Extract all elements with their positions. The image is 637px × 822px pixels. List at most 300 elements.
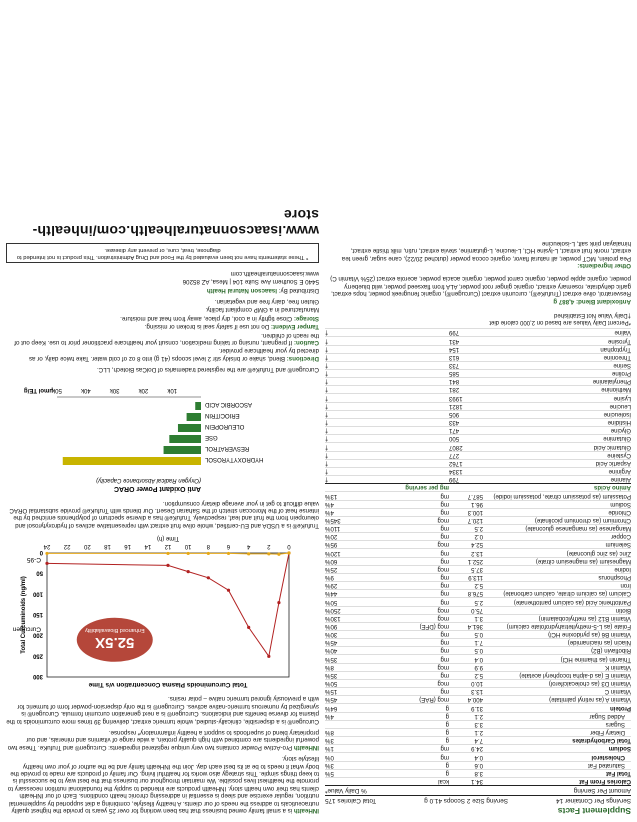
amino-unit xyxy=(401,411,449,418)
data-point xyxy=(187,552,190,555)
amino-dv: † xyxy=(325,362,329,370)
nutrient-dv: 20% xyxy=(325,533,338,541)
amino-dv: † xyxy=(325,378,329,386)
amino-unit xyxy=(401,435,449,442)
nutrient-name: Sodium xyxy=(608,745,631,753)
data-point xyxy=(247,552,250,555)
nutrient-amount: 13.2 xyxy=(471,549,483,557)
amino-name: Aspartic Acid xyxy=(595,459,631,467)
nutrient-name: Calories From Fat xyxy=(579,778,631,785)
amino-name: Threonine xyxy=(603,353,631,361)
data-point xyxy=(287,551,290,554)
amino-dv: † xyxy=(325,410,329,418)
nutrient-name: Zinc (as zinc gluconate) xyxy=(566,549,631,557)
amino-dv: † xyxy=(325,337,329,345)
amino-amount: 1334 xyxy=(449,468,463,476)
nutrient-amount: 587.7 xyxy=(467,492,483,500)
nutrient-amount: 75.0 xyxy=(471,606,483,614)
amino-amount: 431 xyxy=(449,337,460,345)
facts-row xyxy=(325,581,631,589)
nutrient-dv: 4% xyxy=(325,508,334,516)
amino-dv: † xyxy=(325,419,329,427)
nutrient-amount: 13.3 xyxy=(471,688,483,696)
nutrient-unit: g xyxy=(445,729,449,737)
data-point xyxy=(267,552,270,555)
curcuminoid-line-chart xyxy=(12,531,319,691)
nutrient-unit: mg xyxy=(440,574,449,582)
facts-row xyxy=(325,638,631,646)
nutrient-dv: 13% xyxy=(325,492,338,500)
nutrient-amount: 9.9 xyxy=(474,663,483,671)
amino-row xyxy=(325,353,631,361)
nutrient-name: Sodium xyxy=(610,500,631,508)
facts-row xyxy=(325,589,631,597)
nutrient-unit: mg xyxy=(440,655,449,663)
dv-header: % Daily Value* xyxy=(325,787,367,794)
nutrient-amount: 2.5 xyxy=(474,525,483,533)
nutrient-name: Dietary Fiber xyxy=(590,729,625,737)
facts-row xyxy=(325,720,631,728)
amino-dv: † xyxy=(325,476,329,484)
nutrient-unit: mg xyxy=(440,745,449,753)
amino-amount: 841 xyxy=(449,378,460,386)
nutrient-name: Chloride xyxy=(608,508,631,516)
supplement-facts-panel xyxy=(325,0,631,822)
data-point xyxy=(166,564,169,567)
x-tick-label: 24 xyxy=(43,542,51,549)
x-tick-label: 4 xyxy=(246,542,251,549)
nutrient-name: Vitamin B6 (as pyridoxine HCl) xyxy=(548,631,631,639)
nutrient-name: Phosphorus xyxy=(598,574,631,582)
facts-row xyxy=(325,712,631,720)
amino-name: Isoleucine xyxy=(603,410,631,418)
nutrient-unit: mcg xyxy=(437,680,449,688)
nutrient-dv: 110% xyxy=(325,525,341,533)
amino-dv: † xyxy=(325,443,329,451)
footnote-dv: *Percent Daily Values are based on 2,000 calorie diet xyxy=(489,319,631,326)
x-tick-label: 16 xyxy=(124,542,132,549)
amino-unit xyxy=(401,452,449,459)
nutrient-unit: g xyxy=(445,737,449,745)
nutrient-dv: 25% xyxy=(325,565,338,573)
amino-dv: † xyxy=(325,386,329,394)
amino-unit xyxy=(401,370,449,377)
nutrient-amount: 10.0 xyxy=(471,680,483,688)
amino-dv: † xyxy=(325,435,329,443)
nutrient-amount: 0.4 xyxy=(474,655,483,663)
amino-row xyxy=(325,394,631,402)
nutrient-unit: mcg xyxy=(437,565,449,573)
facts-row xyxy=(325,565,631,573)
nutrient-dv: 0% xyxy=(325,753,334,761)
orac-tick: 20k xyxy=(138,387,149,394)
nutrient-dv: 120% xyxy=(325,549,341,557)
amino-name: Valine xyxy=(614,329,631,337)
amino-unit xyxy=(401,468,449,475)
nutrient-dv: 40% xyxy=(325,647,338,655)
nutrient-unit: mg xyxy=(440,533,449,541)
nutrient-amount: 31.9 xyxy=(471,704,483,712)
nutrient-unit: mg xyxy=(440,557,449,565)
nutrient-amount: 2.1 xyxy=(474,712,483,720)
servings-label: Servings Per Container 14 xyxy=(556,797,631,804)
facts-row xyxy=(325,557,631,565)
facts-row xyxy=(325,540,631,548)
nutrient-name: Thiamin (as thiamine HCl) xyxy=(560,655,631,663)
amino-dv: † xyxy=(325,427,329,435)
trufuke-paragraph: TrufuKe® is a USDA and EU-certified, whole olive fruit extract with representative actives of hydroxytyrosol and oleuropein from the fruit and leaf, respectively. TrufuKe® has a diverse spectrum of polyphenols enriched by the intense heat of the Moroccan stretch of the Saharan Desert. Our blends with TrufuKe® provide substantial ORAC value difficult to get in your average dietary consumption. xyxy=(9,499,319,529)
amino-name: Glycine xyxy=(610,427,631,435)
nutrient-name: Pantothenic Acid (as calcium pantothenate) xyxy=(513,598,631,606)
facts-row xyxy=(325,508,631,516)
amino-unit xyxy=(401,378,449,385)
orac-subtitle: (Oxygen Radical Absorbance Capacity) xyxy=(96,477,201,484)
nutrient-dv: 345% xyxy=(325,517,341,524)
amino-amount: 2807 xyxy=(449,443,463,451)
facts-row xyxy=(325,752,631,760)
gmp-note: Manufactured in a GMP compliant facility. xyxy=(205,306,319,314)
footnote-dagger: †Daily Value Not Established xyxy=(554,311,631,318)
orac-tick: 30k xyxy=(109,387,120,394)
facts-row xyxy=(325,687,631,695)
product-paragraph: INHealth Pro-Active Powder contains two very unique registered ingredients: Curcugen® and TrufuKe. These two powerful ingredients are combined with high quality protein, a wide range of vitamins and minerals, and our proprietary blend of superfoods to support a healthy inflammatory* response. xyxy=(7,728,319,751)
amino-amount: 277 xyxy=(449,451,460,459)
orac-tick: 50k xyxy=(52,387,62,394)
antioxidant-blend: Antioxidant Blend: 4,887 g Resveratrol, olive extract (TrufuKe®), curcumin extract (Curcugen®), organic fenugreek powder, hops extract, garlic dehydrate, rosemary extract, organic ginger root powder, ALA from flaxseed powder, wild blueberry powder, organic apple powder, organic carrot powder, organic acacia powder, acerola extract (25% Vitamin C) xyxy=(330,275,631,305)
nutrient-unit: mg xyxy=(440,500,449,508)
amino-unit xyxy=(401,337,449,344)
nutrient-dv: 4% xyxy=(325,500,334,508)
nutrient-name: Vitamin D3 (as cholecalciferol) xyxy=(548,680,631,688)
serving-size: Serving Size 2 Scoops 41.0 g xyxy=(424,797,509,804)
facts-row xyxy=(325,777,631,785)
address: 5440 E Southern Ave Suite 104 | Mesa, AZ 85206 xyxy=(182,278,319,286)
amino-row xyxy=(325,345,631,353)
y-tick-label: 50 xyxy=(36,569,43,576)
amino-row xyxy=(325,434,631,442)
amino-row xyxy=(325,385,631,393)
amino-rows xyxy=(325,328,631,483)
y-tick-label: 150 xyxy=(32,610,43,617)
nutrient-amount: 7.1 xyxy=(474,639,483,647)
amino-name: Tyrosine xyxy=(607,337,631,345)
amino-amount: 1993 xyxy=(449,394,463,402)
amino-row xyxy=(325,377,631,385)
orac-bar xyxy=(169,435,201,443)
facts-row xyxy=(325,646,631,654)
badge-big-text: 52.5X xyxy=(95,633,135,651)
nutrient-dv: 45% xyxy=(325,639,338,647)
amino-name: Histidine xyxy=(607,419,631,427)
nutrient-name: Total Carbohydrates xyxy=(572,737,631,745)
data-point xyxy=(207,576,210,579)
nutrient-name: Chromium (as chromium picolinate) xyxy=(534,517,631,524)
nutrient-dv: 1% xyxy=(325,745,334,753)
nutrient-dv: 5% xyxy=(325,769,334,777)
facts-row xyxy=(325,736,631,744)
amino-unit xyxy=(401,419,449,426)
nutrient-dv: 50% xyxy=(325,598,338,606)
orac-bar xyxy=(63,457,201,465)
nutrient-amount: 2.1 xyxy=(474,729,483,737)
nutrient-name: Sugars xyxy=(605,720,625,728)
facts-row xyxy=(325,655,631,663)
amino-unit xyxy=(401,443,449,450)
orac-bar xyxy=(178,424,201,432)
facts-row xyxy=(325,679,631,687)
nutrient-amount: 113.9 xyxy=(468,574,483,582)
total-calories: Total Calories 175 xyxy=(325,797,377,804)
nutrient-amount: 0.4 xyxy=(474,753,483,761)
amino-dv: † xyxy=(325,370,329,378)
orac-bar-label: ASCORBIC ACID xyxy=(205,401,253,408)
amino-unit xyxy=(401,329,449,336)
amino-row xyxy=(325,402,631,410)
nutrient-dv xyxy=(325,721,401,728)
data-point xyxy=(166,552,169,555)
nutrient-name: Cholesterol xyxy=(591,753,625,761)
legend-c95: C-95 xyxy=(26,555,41,563)
facts-row xyxy=(325,663,631,671)
orac-title: Anti Oxidant Power ORAC xyxy=(113,485,201,493)
y-axis-label: Total Curcuminoids (ng/ml) xyxy=(21,576,27,654)
amino-name: Tryptophan xyxy=(600,345,631,353)
nutrient-dv xyxy=(325,778,401,785)
data-point xyxy=(207,552,210,555)
facts-row xyxy=(325,524,631,532)
nutrient-unit: mcg xyxy=(437,517,449,524)
data-point xyxy=(277,553,280,556)
x-tick-label: 14 xyxy=(144,542,152,549)
amino-amount: 799 xyxy=(449,476,460,484)
x-tick-label: 12 xyxy=(164,542,172,549)
nutrient-dv: 9% xyxy=(325,574,334,582)
amino-row xyxy=(325,451,631,459)
nutrient-dv: 44% xyxy=(325,590,338,598)
amino-name: Methionine xyxy=(601,386,631,394)
amino-name: Serine xyxy=(613,362,631,370)
amino-row xyxy=(325,336,631,344)
nutrient-name: Manganese (as manganese gluconate) xyxy=(525,525,631,533)
nutrient-unit: mcg xyxy=(437,663,449,671)
facts-row xyxy=(325,500,631,508)
curcuminoid-chart xyxy=(12,463,319,691)
data-point xyxy=(277,601,280,604)
amino-unit xyxy=(401,386,449,393)
nutrient-dv: 90% xyxy=(325,623,338,631)
nutrient-dv: 35% xyxy=(325,671,338,679)
nutrient-amount: 34.1 xyxy=(471,778,483,785)
nutrient-unit: mg xyxy=(440,492,449,500)
nutrient-amount: 100.3 xyxy=(467,508,483,516)
facts-row xyxy=(325,744,631,752)
facts-row xyxy=(325,703,631,711)
nutrient-unit: g xyxy=(445,712,449,720)
nutrient-unit: mcg xyxy=(437,614,449,622)
amino-amount: 613 xyxy=(449,353,460,361)
nutrient-name: Protein xyxy=(610,704,631,712)
amino-amount: 471 xyxy=(449,427,460,435)
amino-dv: † xyxy=(325,394,329,402)
nutrient-dv: 130% xyxy=(325,614,341,622)
amino-amount: 500 xyxy=(449,435,460,443)
orac-bar xyxy=(187,413,201,421)
nutrient-unit: mg xyxy=(440,582,449,590)
nutrient-dv: 8% xyxy=(325,663,334,671)
nutrient-unit: mcg xyxy=(437,606,449,614)
caution: Caution: If pregnant, nursing or taking medication, consult your healthcare practitioner prior to use. Keep out of the reach of children. xyxy=(14,331,319,347)
plot-frame xyxy=(47,553,289,677)
amino-unit xyxy=(401,427,449,434)
nutrient-dv: 3% xyxy=(325,737,334,745)
amino-unit xyxy=(401,476,449,483)
nutrient-name: Magnesium (as magnesium citrate) xyxy=(535,557,631,565)
amino-header: Amino Acids mg per serving xyxy=(325,483,631,491)
nutrient-name: Vitamin K xyxy=(605,663,631,671)
amino-amount: 585 xyxy=(449,370,460,378)
amino-amount: 905 xyxy=(449,410,460,418)
amino-name: Lysine xyxy=(613,394,631,402)
nutrient-name: Copper xyxy=(611,533,631,541)
chart-title: Total Curcuminoids Plasma Concentration v/s Time xyxy=(88,680,248,688)
amino-dv: † xyxy=(325,353,329,361)
nutrient-name: Vitamin A (as retinyl palmitate) xyxy=(549,696,631,704)
nutrient-unit: mg xyxy=(440,590,449,598)
nutrient-amount: 361.4 xyxy=(467,623,483,631)
amino-name: Alanine xyxy=(610,476,631,484)
orac-bar xyxy=(164,446,201,454)
nutrient-amount: 576.8 xyxy=(467,590,483,598)
amino-row xyxy=(325,475,631,483)
amino-row xyxy=(325,467,631,475)
nutrient-dv: 29% xyxy=(325,582,338,590)
small-website: www.isaacsonnaturalhealth.com xyxy=(230,269,319,277)
amino-amount: 733 xyxy=(449,362,460,370)
nutrient-unit: mg xyxy=(440,631,449,639)
amino-dv: † xyxy=(325,451,329,459)
data-point xyxy=(227,552,230,555)
amino-unit xyxy=(401,354,449,361)
x-tick-label: 0 xyxy=(287,542,291,549)
storage: Storage: Close tightly in a cool, dry place, away from heat and moisture. xyxy=(120,314,319,322)
x-tick-label: 2 xyxy=(267,542,271,549)
amino-unit xyxy=(401,346,449,353)
orac-tick: 10k xyxy=(167,387,178,394)
facts-row xyxy=(325,516,631,524)
data-point xyxy=(247,626,250,629)
nutrient-dv: 30% xyxy=(325,631,338,639)
nutrient-dv: 35% xyxy=(325,655,338,663)
y-tick-label: 200 xyxy=(32,631,43,638)
amino-row xyxy=(325,361,631,369)
orac-bar-label: RESVERATROL xyxy=(205,445,250,452)
facts-row xyxy=(325,630,631,638)
nutrient-dv: 4% xyxy=(325,712,334,720)
nutrient-amount: 0.6 xyxy=(474,761,483,769)
facts-title: Supplement Facts xyxy=(557,806,631,816)
facts-row xyxy=(325,769,631,777)
amino-dv: † xyxy=(325,468,329,476)
facts-row xyxy=(325,597,631,605)
data-point xyxy=(45,552,48,555)
facts-row xyxy=(325,728,631,736)
nutrient-unit: mg xyxy=(440,525,449,533)
nutrient-dv: 95% xyxy=(325,541,338,549)
nutrient-amount: 252.1 xyxy=(467,557,483,565)
nutrient-amount: 0.5 xyxy=(474,647,483,655)
nutrient-amount: 7.4 xyxy=(474,737,483,745)
data-point xyxy=(267,655,270,658)
amino-name: Cysteine xyxy=(607,451,631,459)
x-tick-label: 18 xyxy=(104,542,111,549)
nutrient-name: Selenium xyxy=(605,541,631,549)
nutrient-name: Iodine xyxy=(614,565,631,573)
distributor: Distributed By: Isaacson Natural Health xyxy=(206,286,319,294)
orac-chart xyxy=(6,377,319,495)
nutrient-amount: 96.1 xyxy=(471,500,483,508)
amount-header: Amount Per Serving xyxy=(573,787,631,794)
x-tick-label: 20 xyxy=(83,542,91,549)
nutrient-name: Vitamin E (as d-alpha tocopheryl acetate) xyxy=(519,671,631,679)
free-from-note: Gluten free, dairy free and vegetarian. xyxy=(214,298,319,306)
amino-row xyxy=(325,328,631,336)
badge-small-text: Enhanced Bioavailability xyxy=(84,626,145,633)
nutrient-unit: mcg (DFE) xyxy=(419,623,449,631)
nutrient-name: Vitamin C xyxy=(604,688,631,696)
website-url: www.isaacsonnaturalhealth.com/inhealth-store xyxy=(32,207,319,240)
curcugen-paragraph: Curcugen® is a dispersible, clinically-studied, whole turmeric extract, delivering 39 times more curcuminoids to the plasma for diverse benefits and indications. Curcugen® is a next generation curcumin formula. Curcugen® is synergized by numerous turmeric-native actives. Curcugen® is the only dispersion-powder form of turmeric for with a previously ignored turmeric native – polar resins. xyxy=(6,695,319,725)
y-tick-label: 250 xyxy=(32,652,43,659)
nutrient-dv: 50% xyxy=(325,680,338,688)
facts-rows xyxy=(325,491,631,785)
nutrient-dv: 60% xyxy=(325,557,338,565)
orac-bar-label: HYDROXYTYROSOL xyxy=(205,456,264,463)
nutrient-unit: mg xyxy=(440,639,449,647)
nutrient-amount: 400.4 xyxy=(467,696,483,704)
amino-unit xyxy=(401,395,449,402)
facts-row xyxy=(325,491,631,499)
amino-amount: 1821 xyxy=(449,402,463,410)
amino-unit xyxy=(401,403,449,410)
nutrient-name: Niacin (as niacinamide) xyxy=(567,639,631,647)
data-point xyxy=(45,562,48,565)
nutrient-amount: 0.2 xyxy=(474,533,483,541)
nutrient-unit: g xyxy=(445,761,449,769)
nutrient-name: Vitamin B12 (as methylcobalamin) xyxy=(538,614,631,622)
x-tick-label: 6 xyxy=(226,542,231,549)
nutrient-dv: 64% xyxy=(325,704,338,712)
amino-name: Arginine xyxy=(608,468,631,476)
nutrient-name: Saturated Fat xyxy=(588,761,625,769)
nutrient-name: Calcium (as calcium citrate, calcium carbonate) xyxy=(503,590,631,598)
amino-amount: 281 xyxy=(449,386,460,394)
amino-name: Glutamine xyxy=(603,435,631,443)
orac-bar-label: OLEUROPEIN xyxy=(205,423,245,430)
nutrient-name: Folate (as L-5-methyltetrahydrofolate calcium) xyxy=(506,623,631,631)
nutrient-dv: 3% xyxy=(325,761,334,769)
nutrient-unit: mcg (RAE) xyxy=(419,696,449,704)
orac-bar-label: GSE xyxy=(205,434,218,441)
amino-dv: † xyxy=(325,345,329,353)
amino-amount: 799 xyxy=(449,329,460,337)
x-tick-label: 22 xyxy=(63,542,71,549)
x-axis-label: Time (h) xyxy=(156,534,180,541)
amino-row xyxy=(325,459,631,467)
tamper-evident: Tamper Evident: Do not use if safety seal is broken or missing. xyxy=(144,323,319,331)
nutrient-name: Potassium (as potassium citrate, potassium iodide) xyxy=(493,492,631,500)
amino-row xyxy=(325,410,631,418)
amino-name: Glutamic Acid xyxy=(593,443,631,451)
